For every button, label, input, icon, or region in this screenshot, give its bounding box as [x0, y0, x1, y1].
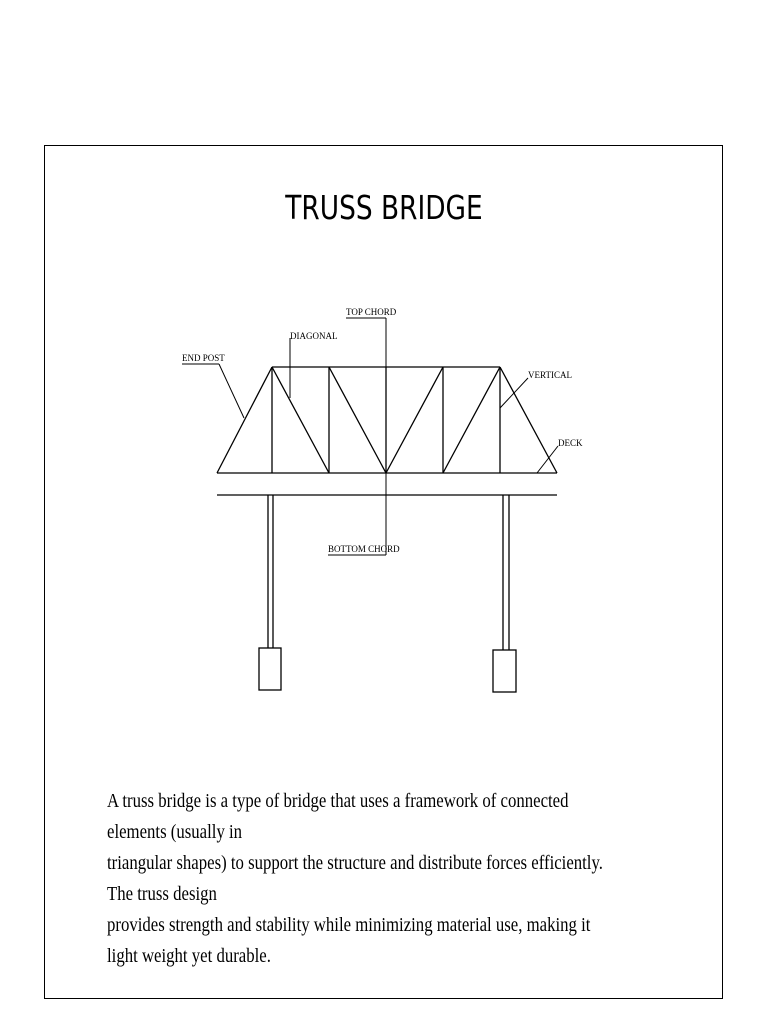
label-top-chord: TOP CHORD [346, 307, 397, 317]
diagonal-member [443, 367, 500, 473]
label-vertical: VERTICAL [528, 370, 572, 380]
diagonal-member [329, 367, 386, 473]
label-end-post: END POST [182, 353, 225, 363]
end-post-left [217, 367, 272, 473]
label-deck: DECK [558, 438, 583, 448]
diagram-title: TRUSS BRIDGE [285, 188, 483, 227]
pier-left [259, 495, 281, 690]
truss [217, 367, 557, 473]
diagonal-member [386, 367, 443, 473]
footing-left [259, 648, 281, 690]
label-diagonal: DIAGONAL [290, 331, 338, 341]
label-bottom-chord: BOTTOM CHORD [328, 544, 400, 554]
leader-lines [182, 318, 558, 555]
footing-right [493, 650, 516, 692]
description-paragraph: A truss bridge is a type of bridge that uses a framework of connected elements (usually in triangular shapes) to support the structure and distribute forces efficiently. The truss design provides strength and stability while minimizing material use, making it light weight yet durable. [107, 791, 603, 967]
diagonal-member [272, 367, 329, 473]
pier-right [493, 495, 516, 692]
end-post-right [500, 367, 557, 473]
